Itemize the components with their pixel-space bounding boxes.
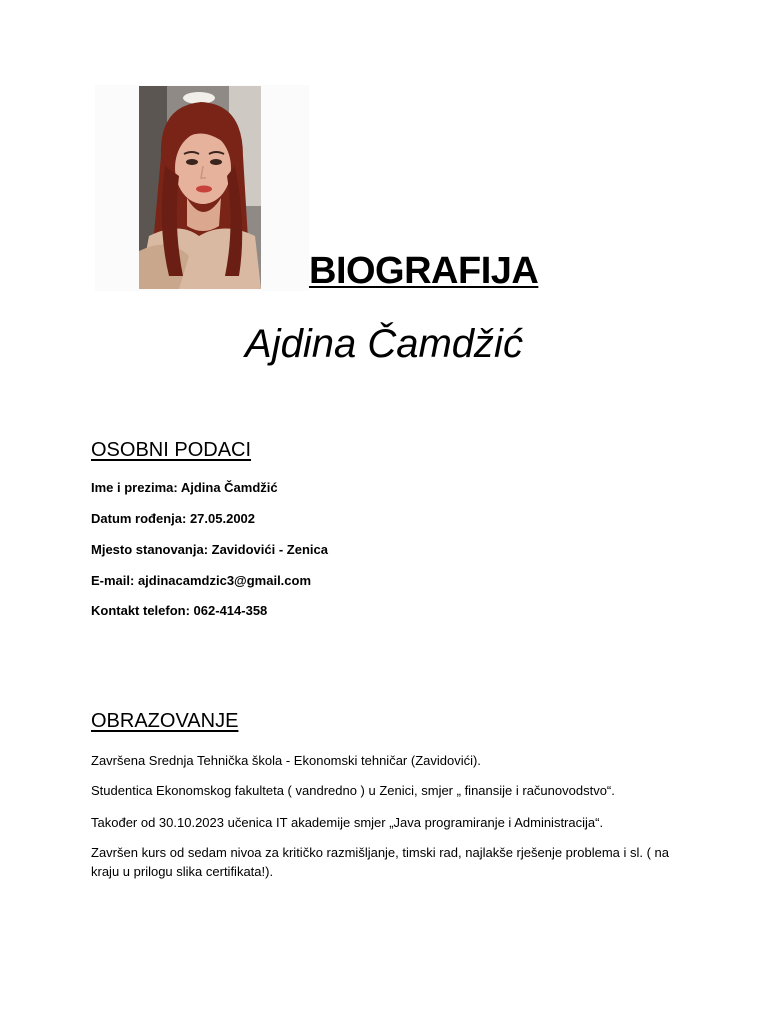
portrait-illustration	[139, 86, 261, 289]
document-title: BIOGRAFIJA	[309, 250, 539, 292]
field-email: E-mail: ajdinacamdzic3@gmail.com	[91, 573, 312, 588]
education-paragraph: Završen kurs od sedam nivoa za kritičko razmišljanje, timski rad, najlakše rješenje problema i sl. ( na kraju u prilogu slika certifikata!).	[91, 845, 669, 879]
personal-data-heading: OSOBNI PODACI	[91, 439, 252, 461]
education-paragraph: Također od 30.10.2023 učenica IT akademije smjer „Java programiranje i Administracija“.	[91, 815, 604, 830]
profile-photo	[139, 86, 261, 289]
field-birth-date: Datum rođenja: 27.05.2002	[91, 511, 256, 526]
field-full-name: Ime i prezima: Ajdina Čamdžić	[91, 480, 278, 495]
person-name-text: Ajdina Čamdžić	[245, 322, 523, 366]
education-paragraph: Studentica Ekonomskog fakulteta ( vandredno ) u Zenici, smjer „ finansije i računovodstvo“.	[91, 783, 615, 798]
field-phone: Kontakt telefon: 062-414-358	[91, 603, 268, 618]
profile-photo-frame	[95, 85, 309, 291]
education-paragraph: Završena Srednja Tehnička škola - Ekonomski tehničar (Zavidovići).	[91, 753, 481, 768]
education-heading: OBRAZOVANJE	[91, 710, 239, 732]
field-residence: Mjesto stanovanja: Zavidovići - Zenica	[91, 542, 328, 557]
person-name	[0, 322, 768, 367]
